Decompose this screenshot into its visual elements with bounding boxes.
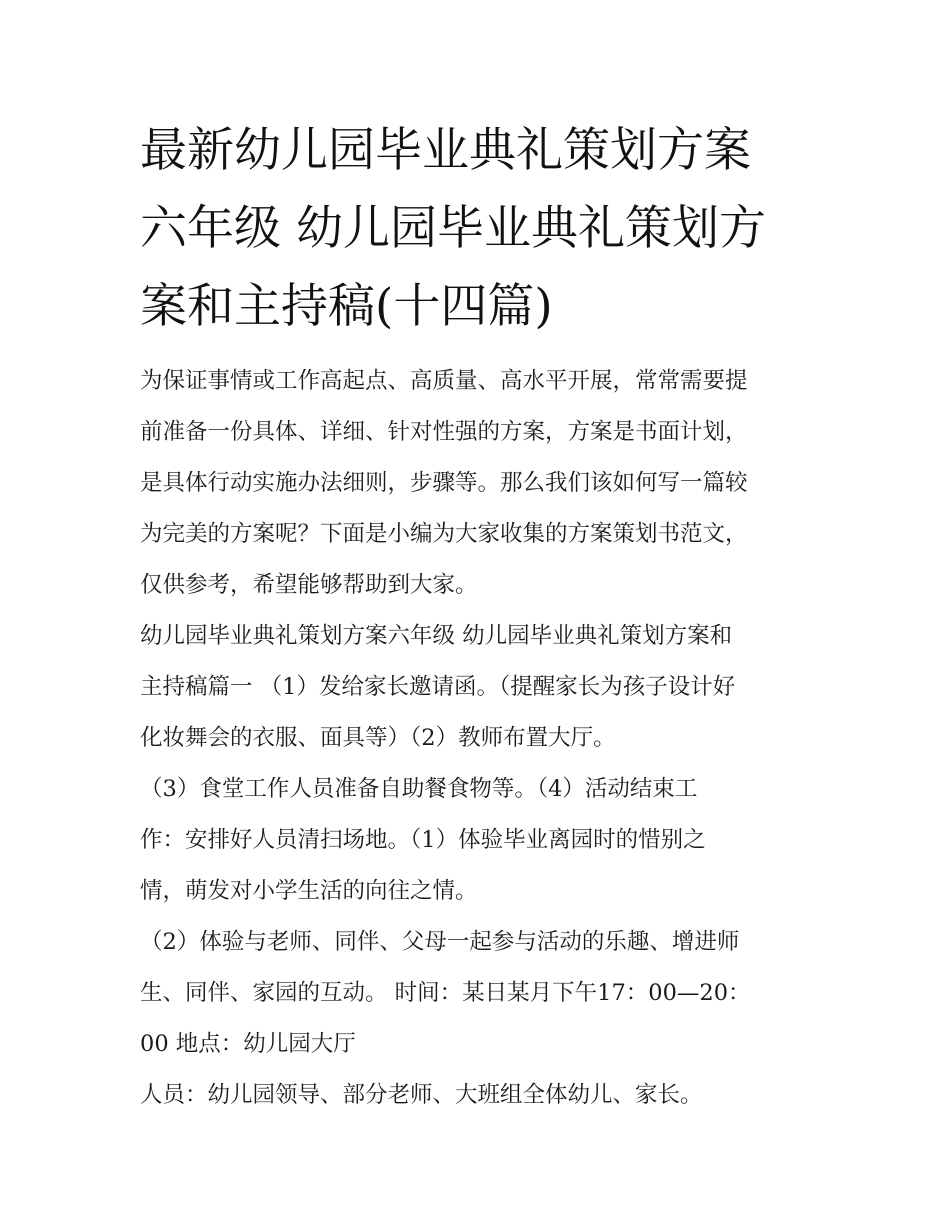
text-line: （2）体验与老师、同伴、父母一起参与活动的乐趣、增进师: [140, 929, 740, 955]
document-title: [140, 112, 820, 346]
paragraph-section-one: [140, 611, 820, 764]
text-line: 情，萌发对小学生活的向往之情。: [140, 878, 478, 904]
text-line: 是具体行动实施办法细则，步骤等。那么我们该如何写一篇较: [140, 470, 748, 496]
text-line: 00 地点：幼儿园大厅: [140, 1031, 356, 1057]
title-line: 案和主持稿(十四篇): [140, 279, 553, 334]
paragraph-preparation: [140, 764, 820, 917]
text-line: 化妆舞会的衣服、面具等）（2）教师布置大厅。: [140, 725, 616, 751]
paragraph-intro: [140, 356, 820, 611]
title-line: 六年级 幼儿园毕业典礼策划方: [140, 201, 766, 256]
document-body: [140, 356, 820, 1121]
text-line: 为保证事情或工作高起点、高质量、高水平开展，常常需要提: [140, 368, 748, 394]
document-page: [140, 112, 820, 1121]
title-line: 最新幼儿园毕业典礼策划方案: [140, 123, 751, 178]
text-line: 生、同伴、家园的互动。 时间：某日某月下午17：00—20：: [140, 980, 751, 1006]
text-line: 为完美的方案呢？下面是小编为大家收集的方案策划书范文，: [140, 521, 748, 547]
paragraph-participants: [140, 1070, 820, 1121]
text-line: （3）食堂工作人员准备自助餐食物等。（4）活动结束工: [140, 776, 698, 802]
text-line: 主持稿篇一 （1）发给家长邀请函。（提醒家长为孩子设计好: [140, 674, 736, 700]
text-line: 幼儿园毕业典礼策划方案六年级 幼儿园毕业典礼策划方案和: [140, 623, 733, 649]
text-line: 人员：幼儿园领导、部分老师、大班组全体幼儿、家长。: [140, 1082, 703, 1108]
text-line: 作：安排好人员清扫场地。（1）体验毕业离园时的惜别之: [140, 827, 706, 853]
text-line: 前准备一份具体、详细、针对性强的方案，方案是书面计划，: [140, 419, 748, 445]
paragraph-goals-time-place: [140, 917, 820, 1070]
text-line: 仅供参考，希望能够帮助到大家。: [140, 572, 478, 598]
